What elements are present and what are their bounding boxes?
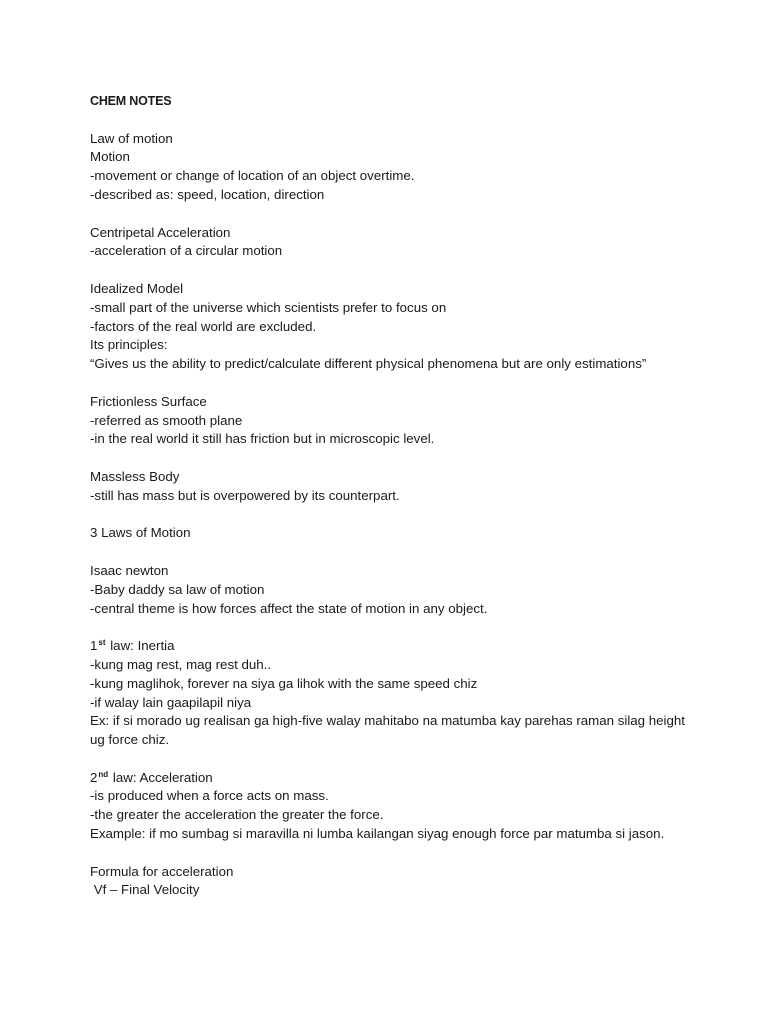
spacer	[90, 205, 700, 224]
section-massless-body	[90, 468, 700, 506]
ordinal-suffix: st	[98, 638, 106, 648]
spacer	[90, 844, 700, 863]
section-frictionless-surface	[90, 393, 700, 449]
section-heading: Isaac newton	[90, 562, 169, 578]
document-page	[90, 92, 700, 900]
note-line: -if walay lain gaapilapil niya	[90, 694, 252, 710]
note-line: -central theme is how forces affect the state of motion in any object.	[90, 600, 488, 616]
section-heading: Massless Body	[90, 468, 180, 484]
law-number: 1	[90, 638, 98, 654]
ordinal-suffix: nd	[98, 769, 109, 779]
example-line: Example: if mo sumbag si maravilla ni lumba kailangan siyag enough force par matumba si jason.	[90, 826, 665, 842]
section-heading-three-laws: 3 Laws of Motion	[90, 525, 191, 541]
section-subheading: Motion	[90, 149, 130, 165]
spacer	[90, 374, 700, 393]
note-line: Vf – Final Velocity	[90, 882, 200, 898]
note-line: -the greater the acceleration the greater the force.	[90, 807, 384, 823]
section-formula-for-acceleration	[90, 863, 700, 901]
section-law-of-motion	[90, 130, 700, 205]
note-line: -factors of the real world are excluded.	[90, 318, 317, 334]
spacer	[90, 506, 700, 525]
law-title: law: Acceleration	[109, 769, 213, 785]
spacer	[90, 618, 700, 637]
spacer	[90, 543, 700, 562]
section-isaac-newton	[90, 562, 700, 618]
spacer	[90, 750, 700, 769]
note-line: -small part of the universe which scientists prefer to focus on	[90, 299, 447, 315]
note-line: -referred as smooth plane	[90, 412, 243, 428]
law-title: law: Inertia	[106, 638, 175, 654]
note-line: -movement or change of location of an object overtime.	[90, 168, 415, 184]
note-line: -described as: speed, location, direction	[90, 186, 325, 202]
section-heading: Idealized Model	[90, 280, 184, 296]
section-heading: Law of motion	[90, 130, 173, 146]
section-idealized-model	[90, 280, 700, 374]
quote-line: “Gives us the ability to predict/calculate different physical phenomena but are only estimations”	[90, 356, 647, 372]
spacer	[90, 261, 700, 280]
note-line: -acceleration of a circular motion	[90, 243, 283, 259]
example-line: Ex: if si morado ug realisan ga high-five walay mahitabo na matumba kay parehas raman silag height ug force chiz.	[90, 713, 685, 748]
spacer	[90, 449, 700, 468]
note-line: -still has mass but is overpowered by its counterpart.	[90, 487, 400, 503]
section-second-law	[90, 769, 700, 844]
note-line: -kung maglihok, forever na siya ga lihok with the same speed chiz	[90, 675, 478, 691]
section-heading	[90, 637, 700, 656]
section-heading: Frictionless Surface	[90, 393, 207, 409]
section-heading: Formula for acceleration	[90, 863, 234, 879]
law-number: 2	[90, 769, 98, 785]
section-first-law	[90, 637, 700, 750]
spacer	[90, 111, 700, 130]
note-line: Its principles:	[90, 337, 168, 353]
section-heading: Centripetal Acceleration	[90, 224, 231, 240]
document-title: CHEM NOTES	[90, 94, 172, 108]
note-line: -in the real world it still has friction but in microscopic level.	[90, 431, 435, 447]
note-line: -is produced when a force acts on mass.	[90, 788, 329, 804]
note-line: -Baby daddy sa law of motion	[90, 581, 265, 597]
section-heading	[90, 769, 700, 788]
section-centripetal-acceleration	[90, 224, 700, 262]
note-line: -kung mag rest, mag rest duh..	[90, 656, 272, 672]
